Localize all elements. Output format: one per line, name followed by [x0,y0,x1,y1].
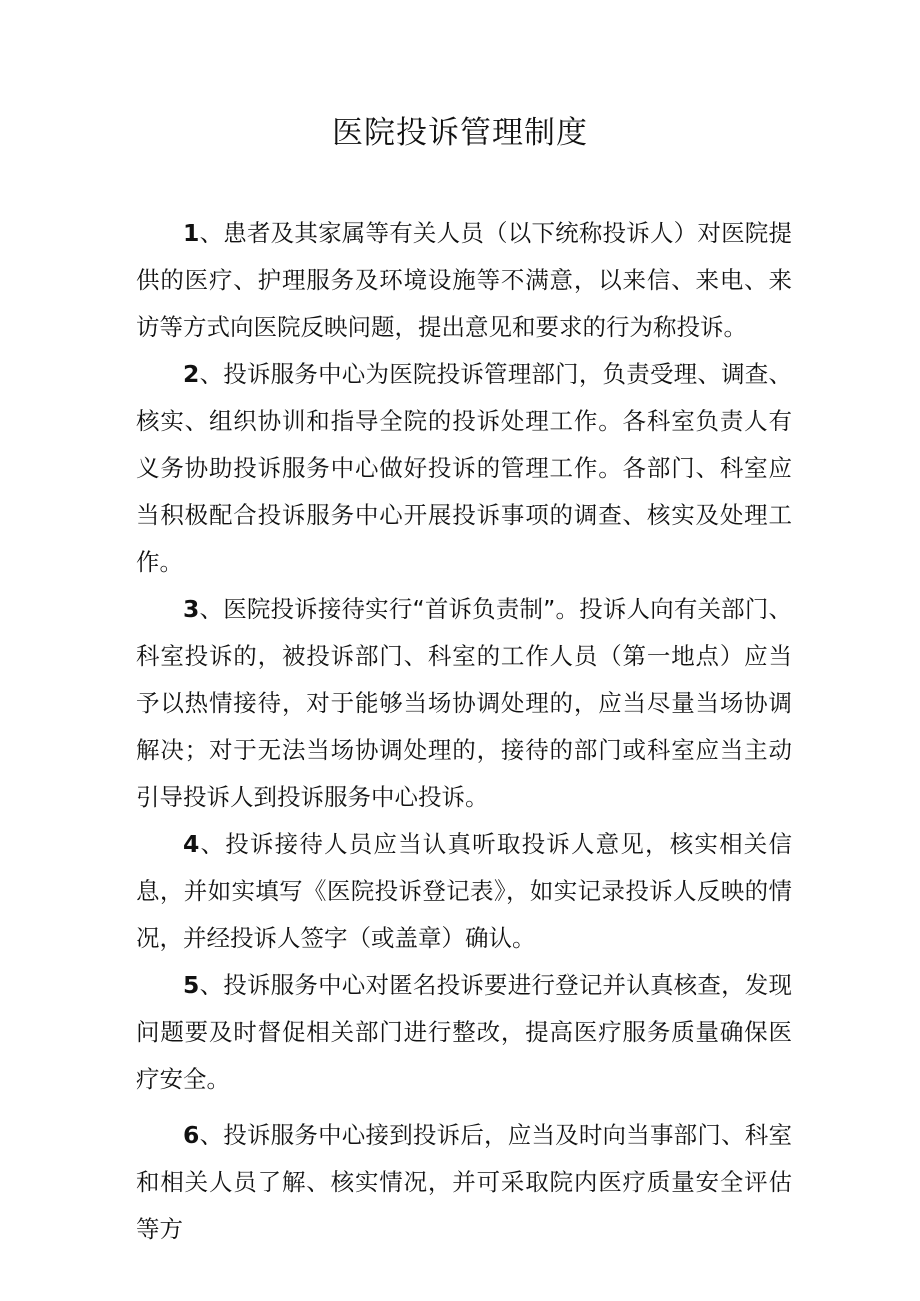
paragraph-number: 5 [183,971,200,999]
paragraph-3 [136,586,792,821]
paragraph-number: 6 [183,1121,200,1149]
paragraph-number: 2 [183,360,200,388]
paragraph-text: 、投诉服务中心接到投诉后，应当及时向当事部门、科室和相关人员了解、核实情况，并可采取院内医疗质量安全评估等方 [136,1121,792,1243]
paragraph-text: 、医院投诉接待实行“首诉负责制”。投诉人向有关部门、科室投诉的，被投诉部门、科室的工作人员（第一地点）应当予以热情接待，对于能够当场协调处理的，应当尽量当场协调解决；对于无法当场协调处理的，接待的部门或科室应当主动引导投诉人到投诉服务中心投诉。 [136,595,792,811]
paragraph-2 [136,351,792,586]
paragraph-6 [136,1112,792,1253]
paragraph-number: 1 [183,219,200,247]
document-title: 医院投诉管理制度 [332,115,588,151]
paragraph-text: 、患者及其家属等有关人员（以下统称投诉人）对医院提供的医疗、护理服务及环境设施等不满意，以来信、来电、来访等方式向医院反映问题，提出意见和要求的行为称投诉。 [136,219,792,341]
paragraph-text: 、投诉服务中心对匿名投诉要进行登记并认真核查，发现问题要及时督促相关部门进行整改，提高医疗服务质量确保医疗安全。 [136,971,792,1093]
paragraph-number: 3 [183,595,200,623]
paragraph-text: 、投诉接待人员应当认真听取投诉人意见，核实相关信息，并如实填写《医院投诉登记表》，如实记录投诉人反映的情况，并经投诉人签字（或盖章）确认。 [136,830,792,952]
paragraph-1 [136,210,792,351]
document-body [136,210,792,1253]
paragraph-4 [136,821,792,962]
paragraph-text: 、投诉服务中心为医院投诉管理部门，负责受理、调查、核实、组织协训和指导全院的投诉处理工作。各科室负责人有义务协助投诉服务中心做好投诉的管理工作。各部门、科室应当积极配合投诉服务中心开展投诉事项的调查、核实及处理工作。 [136,360,792,576]
paragraph-number: 4 [183,830,200,858]
paragraph-5 [136,962,792,1103]
